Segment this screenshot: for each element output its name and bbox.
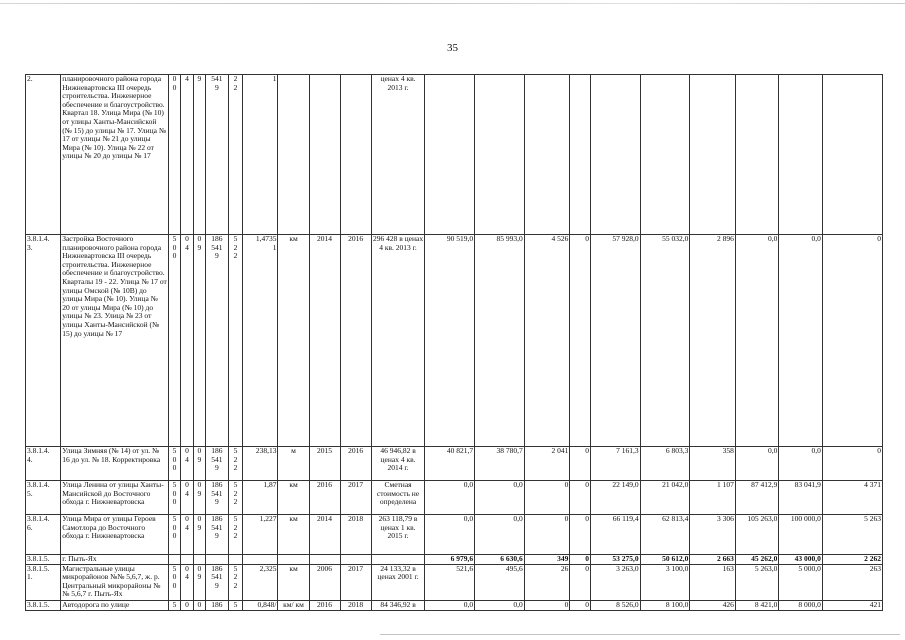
cell-end [340, 555, 371, 565]
cell-v9: 43 000,0 [779, 555, 822, 565]
cell-v4: 0 [570, 481, 591, 515]
cell-v1: 90 519,0 [425, 235, 475, 447]
cell-k3: 0 9 [193, 515, 205, 555]
cell-k3: 0 9 [193, 447, 205, 481]
cell-start: 2015 [309, 447, 340, 481]
cell-v9: 5 000,0 [779, 564, 822, 600]
cell-end: 2018 [340, 600, 371, 610]
cell-v5: 57 928,0 [591, 235, 641, 447]
cell-cost: 84 346,92 в [371, 600, 425, 610]
cell-name: Застройка Восточного планировочного района города Нижневартовска III очередь строительства. Инженерное обеспечение и благоустройство. Кварталы 19 - 22. Улица № 17 от улицы Омской (№ 10В) до улицы Мира (№ 10). Улица № 20 от улицы Мира (№ 10) до улицы № 23. Улица № 23 от улицы Ханты-Мансийской (№ 15) до улицы № 17 [61, 235, 169, 447]
cell-cap: 1,87 [243, 481, 278, 515]
cell-k1: 0 0 [168, 75, 180, 235]
cell-v8: 87 412,9 [735, 481, 778, 515]
cell-cost: 24 133,32 в ценах 2001 г. [371, 564, 425, 600]
cell-k5: 5 2 2 [228, 515, 242, 555]
cell-k5: 5 2 2 [228, 564, 242, 600]
cell-name: Улица Ленина от улицы Ханты-Мансийской до Восточного обхода г. Нижневартовска [61, 481, 169, 515]
cell-cost: 296 428 в ценах 4 кв. 2013 г. [371, 235, 425, 447]
cell-name: Магистральные улицы микрорайонов №№ 5,6,7, ж. р. Центральный микрорайоны №№ 5,6,7 г. Пыть-Ях [61, 564, 169, 600]
table-row [26, 515, 883, 555]
page-number: 35 [447, 42, 458, 54]
cell-v6: 6 803,3 [640, 447, 690, 481]
cell-v3 [524, 75, 570, 235]
cell-v1: 6 979,6 [425, 555, 475, 565]
cell-v4: 0 [570, 564, 591, 600]
cell-cap: 0,848/ [243, 600, 278, 610]
cell-cap: 238,13 [243, 447, 278, 481]
budget-table [25, 74, 883, 611]
cell-v2: 38 780,7 [475, 447, 525, 481]
cell-end: 2018 [340, 515, 371, 555]
cell-end [340, 75, 371, 235]
cell-cost [371, 555, 425, 565]
cell-cap [243, 555, 278, 565]
cell-v4: 0 [570, 515, 591, 555]
table-row [26, 481, 883, 515]
cell-v8: 0,0 [735, 235, 778, 447]
cell-start: 2016 [309, 600, 340, 610]
cell-v3: 26 [524, 564, 570, 600]
cell-v1: 0,0 [425, 481, 475, 515]
cell-v6: 21 042,0 [640, 481, 690, 515]
cell-k2: 0 4 [181, 235, 193, 447]
cell-k4 [206, 555, 229, 565]
cell-k2: 0 4 [181, 564, 193, 600]
cell-k3 [193, 555, 205, 565]
cell-end: 2017 [340, 481, 371, 515]
table-row [26, 75, 883, 235]
cell-v10: 2 262 [822, 555, 882, 565]
cell-v4 [570, 75, 591, 235]
cell-k3: 0 [193, 600, 205, 610]
cell-cap: 1 [243, 75, 278, 235]
cell-end: 2017 [340, 564, 371, 600]
table-row [26, 555, 883, 565]
cell-v4: 0 [570, 447, 591, 481]
cell-k1: 5 [168, 600, 180, 610]
cell-unit: км [278, 235, 309, 447]
cell-v8: 0,0 [735, 447, 778, 481]
cell-code: 2. [26, 75, 61, 235]
cell-v5: 53 275,0 [591, 555, 641, 565]
cell-k1 [168, 555, 180, 565]
cell-cost: ценах 4 кв. 2013 г. [371, 75, 425, 235]
cell-name: Улица Мира от улицы Героев Самотлора до Восточного обхода г. Нижневартовска [61, 515, 169, 555]
cell-v7: 163 [690, 564, 736, 600]
cell-v3: 0 [524, 515, 570, 555]
cell-v1 [425, 75, 475, 235]
cell-v3: 0 [524, 481, 570, 515]
cell-name: Автодорога по улице [61, 600, 169, 610]
table-row [26, 447, 883, 481]
cell-k2: 0 4 [181, 481, 193, 515]
cell-v1: 0,0 [425, 600, 475, 610]
cell-cap: 1,227 [243, 515, 278, 555]
cell-start: 2014 [309, 235, 340, 447]
cell-v3: 4 526 [524, 235, 570, 447]
table-row [26, 235, 883, 447]
cell-v6: 8 100,0 [640, 600, 690, 610]
cell-v9: 0,0 [779, 447, 822, 481]
cell-name: планировочного района города Нижневартовска III очередь строительства. Инженерное обеспечение и благоустройство. Квартал 18. Улица Мира (№ 10) от улицы Ханты-Мансийской (№ 15) до улицы № 17. Улица № 17 от улицы № 21 до улицы Мира (№ 10). Улица № 22 от улицы № 20 до улицы № 17 [61, 75, 169, 235]
cell-v10 [822, 75, 882, 235]
cell-v4: 0 [570, 555, 591, 565]
cell-k5: 5 2 2 [228, 481, 242, 515]
cell-v3: 2 041 [524, 447, 570, 481]
cell-v6: 50 612,0 [640, 555, 690, 565]
cell-v2: 85 993,0 [475, 235, 525, 447]
cell-v7: 2 663 [690, 555, 736, 565]
cell-k3: 0 9 [193, 235, 205, 447]
cell-unit: км/ км [278, 600, 309, 610]
cell-k2: 4 [181, 75, 193, 235]
cell-unit: км [278, 515, 309, 555]
cell-k4: 186 541 9 [206, 515, 229, 555]
cell-start: 2006 [309, 564, 340, 600]
cell-v10: 0 [822, 235, 882, 447]
cell-v2 [475, 75, 525, 235]
cell-k5: 5 2 2 [228, 447, 242, 481]
cell-v6: 3 100,0 [640, 564, 690, 600]
cell-v2: 0,0 [475, 481, 525, 515]
cell-k5: 5 [228, 600, 242, 610]
cell-v10: 263 [822, 564, 882, 600]
cell-k2: 0 4 [181, 447, 193, 481]
cell-v7: 2 896 [690, 235, 736, 447]
cell-v8: 45 262,0 [735, 555, 778, 565]
cell-k3: 0 9 [193, 481, 205, 515]
cell-k1: 5 0 0 [168, 235, 180, 447]
cell-v8 [735, 75, 778, 235]
cell-unit [278, 555, 309, 565]
cell-k4: 541 9 [206, 75, 229, 235]
cell-v5: 22 149,0 [591, 481, 641, 515]
cell-cap: 1,4735 1 [243, 235, 278, 447]
cell-v5: 66 119,4 [591, 515, 641, 555]
cell-code: 3.8.1.4. 5. [26, 481, 61, 515]
cell-v9: 83 041,9 [779, 481, 822, 515]
cell-unit: м [278, 447, 309, 481]
cell-v2: 495,6 [475, 564, 525, 600]
cell-v9: 100 000,0 [779, 515, 822, 555]
cell-v6 [640, 75, 690, 235]
cell-k5: 2 2 [228, 75, 242, 235]
cell-k4: 186 541 9 [206, 481, 229, 515]
cell-v8: 8 421,0 [735, 600, 778, 610]
cell-start: 2014 [309, 515, 340, 555]
table-body [26, 75, 883, 611]
cell-unit [278, 75, 309, 235]
cell-v6: 62 813,4 [640, 515, 690, 555]
cell-code: 3.8.1.4. 6. [26, 515, 61, 555]
cell-v9: 0,0 [779, 235, 822, 447]
cell-v2: 0,0 [475, 600, 525, 610]
cell-v3: 349 [524, 555, 570, 565]
cell-v7: 426 [690, 600, 736, 610]
cell-code: 3.8.1.5. 1. [26, 564, 61, 600]
cell-k5: 5 2 2 [228, 235, 242, 447]
cell-v2: 6 630,6 [475, 555, 525, 565]
cell-k1: 5 0 0 [168, 515, 180, 555]
cell-cost: 46 946,82 в ценах 4 кв. 2014 г. [371, 447, 425, 481]
cell-code: 3.8.1.4. 4. [26, 447, 61, 481]
cell-v3: 0 [524, 600, 570, 610]
cell-unit: км [278, 481, 309, 515]
cell-v10: 4 371 [822, 481, 882, 515]
cell-k1: 5 0 0 [168, 481, 180, 515]
cell-v1: 521,6 [425, 564, 475, 600]
cell-k2: 0 [181, 600, 193, 610]
cell-k4: 186 [206, 600, 229, 610]
cell-end: 2016 [340, 447, 371, 481]
cell-v7 [690, 75, 736, 235]
cell-name: Улица Зимняя (№ 14) от ул. № 16 до ул. № 18. Корректировка [61, 447, 169, 481]
cell-v5: 3 263,0 [591, 564, 641, 600]
cell-k2 [181, 555, 193, 565]
cell-cost: 263 118,79 в ценах 1 кв. 2015 г. [371, 515, 425, 555]
cell-v10: 0 [822, 447, 882, 481]
cell-v8: 5 263,0 [735, 564, 778, 600]
scan-artifact-top [0, 3, 905, 4]
cell-k4: 186 541 9 [206, 447, 229, 481]
cell-code: 3.8.1.4. 3. [26, 235, 61, 447]
cell-cap: 2,325 [243, 564, 278, 600]
cell-v10: 5 263 [822, 515, 882, 555]
cell-k4: 186 541 9 [206, 235, 229, 447]
cell-k2: 0 4 [181, 515, 193, 555]
cell-v7: 1 107 [690, 481, 736, 515]
cell-v5: 8 526,0 [591, 600, 641, 610]
scan-artifact-bottom [380, 634, 900, 635]
cell-k3: 9 [193, 75, 205, 235]
cell-k1: 5 0 0 [168, 447, 180, 481]
cell-start: 2016 [309, 481, 340, 515]
cell-code: 3.8.1.5. [26, 600, 61, 610]
cell-v4: 0 [570, 600, 591, 610]
cell-v5: 7 161,3 [591, 447, 641, 481]
cell-v8: 105 263,0 [735, 515, 778, 555]
cell-k5 [228, 555, 242, 565]
cell-unit: км [278, 564, 309, 600]
cell-end: 2016 [340, 235, 371, 447]
cell-v4: 0 [570, 235, 591, 447]
cell-k1: 5 0 0 [168, 564, 180, 600]
table-row [26, 600, 883, 610]
cell-v1: 0,0 [425, 515, 475, 555]
cell-code: 3.8.1.5. [26, 555, 61, 565]
cell-v7: 3 306 [690, 515, 736, 555]
cell-v2: 0,0 [475, 515, 525, 555]
cell-v7: 358 [690, 447, 736, 481]
cell-v9: 8 000,0 [779, 600, 822, 610]
cell-start [309, 75, 340, 235]
cell-v1: 40 821,7 [425, 447, 475, 481]
cell-name: г. Пыть-Ях [61, 555, 169, 565]
cell-v5 [591, 75, 641, 235]
table-row [26, 564, 883, 600]
cell-start [309, 555, 340, 565]
cell-v10: 421 [822, 600, 882, 610]
cell-cost: Сметная стоимость не определена [371, 481, 425, 515]
cell-v9 [779, 75, 822, 235]
cell-k3: 0 9 [193, 564, 205, 600]
cell-k4: 186 541 9 [206, 564, 229, 600]
cell-v6: 55 032,0 [640, 235, 690, 447]
